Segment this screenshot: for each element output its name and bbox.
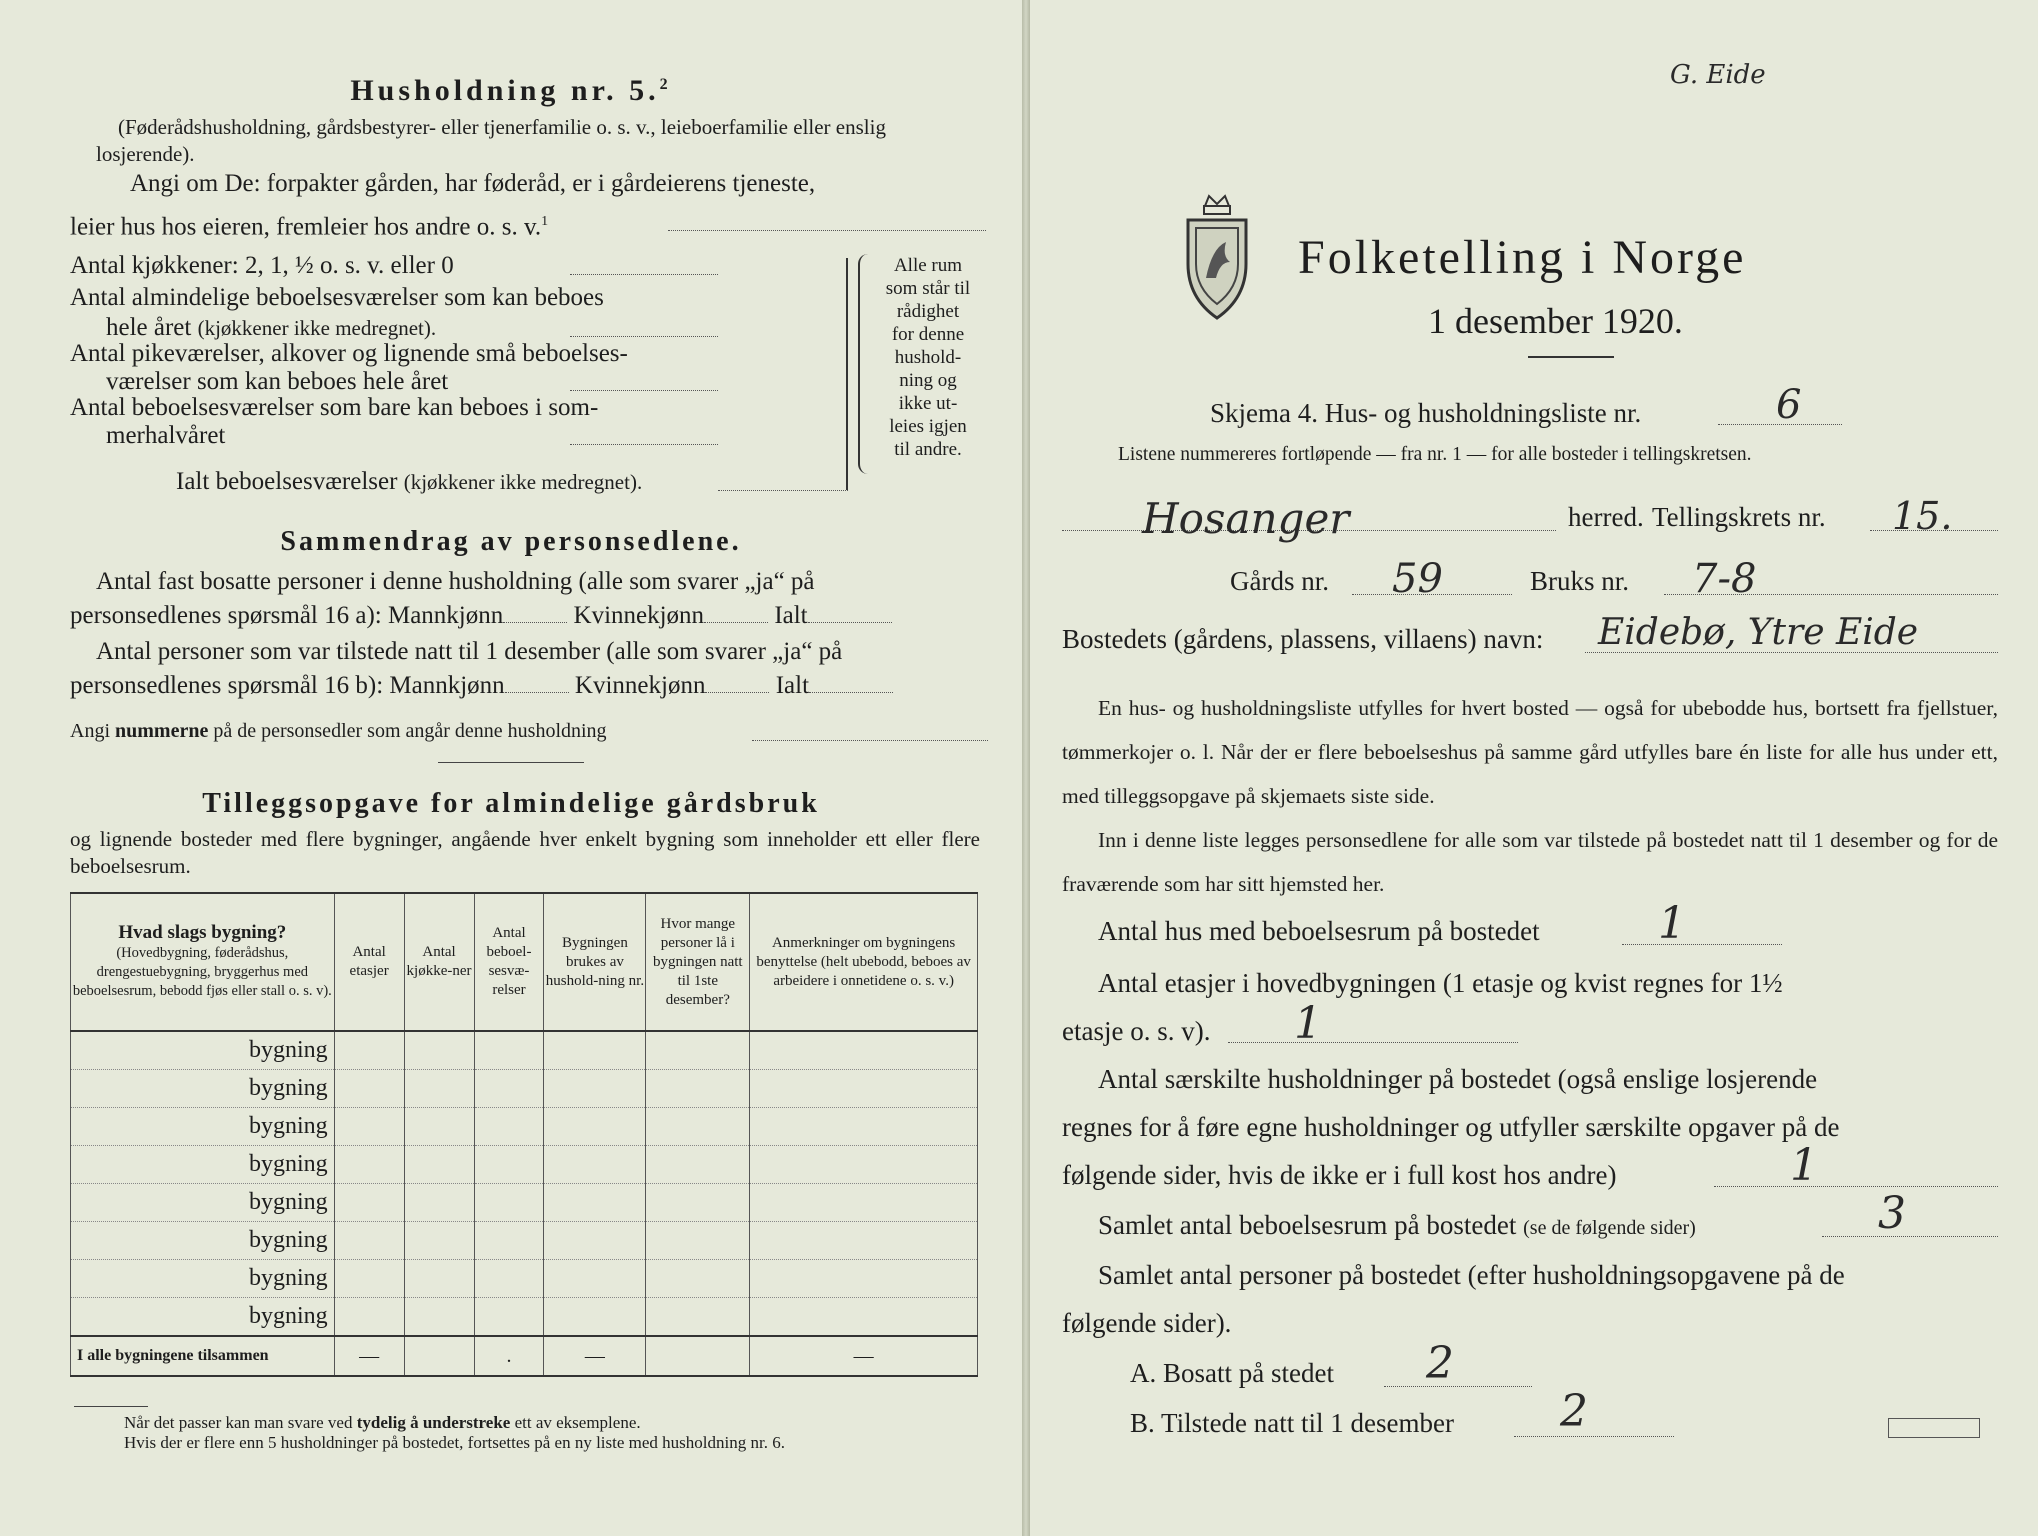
col-rooms: Antal beboel-sesvæ-relser bbox=[474, 893, 544, 1031]
resident-label: A. Bosatt på stedet bbox=[1130, 1358, 1334, 1388]
krets-value: 15. bbox=[1892, 494, 1953, 538]
rooms-total-label: Samlet antal beboelsesrum på bostedet (se de følgende sider) bbox=[1098, 1210, 1696, 1240]
summary-b-line-1: Antal personer som var tilstede natt til 1 desember (alle som svarer „ja“ på bbox=[96, 638, 843, 665]
gard-value: 59 bbox=[1392, 556, 1443, 602]
listene-note: Listene nummereres fortløpende — fra nr. 1 — for alle bosteder i tellingskretsen. bbox=[1118, 444, 1752, 465]
household-title: Husholdning nr. 5.$^2$ bbox=[350, 74, 672, 107]
side-divider bbox=[846, 258, 848, 490]
footnote-rule bbox=[74, 1406, 148, 1407]
footnote-1: Når det passer kan man svare ved tydelig å understreke ett av eksemplene. bbox=[124, 1413, 641, 1432]
building-table bbox=[70, 892, 978, 1377]
summer-rooms-label-2: merhalvåret bbox=[106, 422, 226, 449]
households-field[interactable] bbox=[1714, 1186, 1998, 1187]
persons-label-2: følgende sider). bbox=[1062, 1308, 1232, 1338]
bosted-label: Bostedets (gårdens, plassens, villaens) navn: bbox=[1062, 624, 1544, 654]
table-row: bygning bbox=[71, 1184, 978, 1222]
coat-of-arms-icon bbox=[1178, 188, 1256, 328]
persons-label-1: Samlet antal personer på bostedet (efter husholdningsopgavene på de bbox=[1098, 1260, 1845, 1290]
col-remarks: Anmerkninger om bygningens benyttelse (helt ubebodd, beboes av arbeidere i onnetidene o. s. v.) bbox=[750, 893, 978, 1031]
col-floors: Antal etasjer bbox=[334, 893, 404, 1031]
skjema-label: Skjema 4. Hus- og husholdningsliste nr. bbox=[1210, 398, 1642, 428]
households-value: 1 bbox=[1790, 1140, 1818, 1191]
present-field[interactable] bbox=[1514, 1436, 1674, 1437]
households-label-1: Antal særskilte husholdninger på bostedet (også enslige losjerende bbox=[1098, 1064, 1818, 1094]
printer-stamp bbox=[1888, 1418, 1980, 1438]
houses-value: 1 bbox=[1658, 898, 1686, 949]
present-label: B. Tilstede natt til 1 desember bbox=[1130, 1408, 1454, 1438]
nummerne-field[interactable] bbox=[752, 740, 988, 741]
right-page bbox=[1030, 0, 2038, 1536]
table-row: bygning bbox=[71, 1031, 978, 1070]
kitchens-field[interactable] bbox=[570, 274, 718, 275]
table-row: bygning bbox=[71, 1108, 978, 1146]
skjema-value: 6 bbox=[1776, 382, 1802, 428]
book-spine bbox=[1022, 0, 1030, 1536]
households-label-3: følgende sider, hvis de ikke er i full kost hos andre) bbox=[1062, 1160, 1617, 1190]
ordinary-rooms-label-2: hele året (kjøkkener ikke medregnet). bbox=[106, 314, 437, 341]
maid-rooms-label-2: værelser som kan beboes hele året bbox=[106, 368, 449, 395]
summary-b-line-2: personsedlenes spørsmål 16 b): Mannkjønn Kvinnekjønn Ialt bbox=[70, 670, 990, 702]
total-rooms-label: Ialt beboelsesværelser (kjøkkener ikke medregnet). bbox=[176, 468, 643, 495]
houses-label: Antal hus med beboelsesrum på bostedet bbox=[1098, 916, 1540, 946]
col-building-type: Hvad slags bygning? (Hovedbygning, føderådshus, drengestuebygning, bryggerhus med beboelsesrum, bebodd fjøs eller stall o. s. v). bbox=[71, 893, 335, 1031]
bruk-label: Bruks nr. bbox=[1530, 566, 1630, 596]
ordinary-rooms-field[interactable] bbox=[570, 336, 718, 337]
maid-rooms-field[interactable] bbox=[570, 390, 718, 391]
title-rule bbox=[1528, 356, 1614, 358]
houses-field[interactable] bbox=[1622, 944, 1782, 945]
col-persons: Hvor mange personer lå i bygningen natt til 1ste desember? bbox=[646, 893, 750, 1031]
summer-rooms-field[interactable] bbox=[570, 444, 718, 445]
households-label-2: regnes for å føre egne husholdninger og utfyller særskilte opgaver på de bbox=[1062, 1112, 1840, 1142]
krets-label: Tellingskrets nr. bbox=[1652, 502, 1826, 532]
side-note: Alle rum som står til rådighet for denne hushold- ning og ikke ut- leies igjen til andre. bbox=[885, 255, 971, 460]
table-row: bygning bbox=[71, 1070, 978, 1108]
angi-nummerne: Angi nummerne på de personsedler som angår denne husholdning bbox=[70, 720, 607, 742]
supplement-title: Tilleggsopgave for almindelige gårdsbruk bbox=[202, 788, 820, 819]
supplement-text: og lignende bosteder med flere bygninger, angående hver enkelt bygning som inneholder ett eller flere beboelsesrum. bbox=[70, 827, 980, 878]
floors-label-2: etasje o. s. v). bbox=[1062, 1016, 1211, 1046]
rooms-total-value: 3 bbox=[1878, 1188, 1906, 1239]
angi-line-1: Angi om De: forpakter gården, har føderåd, er i gårdeierens tjeneste, bbox=[130, 170, 816, 197]
table-row: bygning bbox=[71, 1260, 978, 1298]
section-rule bbox=[438, 762, 584, 763]
census-title: Folketelling i Norge bbox=[1298, 231, 1747, 284]
resident-value: 2 bbox=[1426, 1338, 1454, 1389]
summary-a-line-1: Antal fast bosatte personer i denne husholdning (alle som svarer „ja“ på bbox=[96, 568, 815, 595]
corner-note: G. Eide bbox=[1670, 60, 1766, 90]
gard-label: Gårds nr. bbox=[1230, 566, 1329, 596]
summer-rooms-label-1: Antal beboelsesværelser som bare kan beboes i som- bbox=[70, 394, 599, 421]
summary-title: Sammendrag av personsedlene. bbox=[280, 526, 742, 557]
bruk-value: 7-8 bbox=[1692, 556, 1757, 602]
floors-label-1: Antal etasjer i hovedbygningen (1 etasje og kvist regnes for 1½ bbox=[1098, 968, 1783, 998]
ordinary-rooms-label-1: Antal almindelige beboelsesværelser som kan beboes bbox=[70, 284, 604, 311]
bosted-value: Eidebø, Ytre Eide bbox=[1598, 612, 1919, 653]
floors-field[interactable] bbox=[1228, 1042, 1518, 1043]
table-row: bygning bbox=[71, 1298, 978, 1337]
rooms-total-field[interactable] bbox=[1822, 1236, 1998, 1237]
angi-field[interactable] bbox=[668, 230, 986, 231]
col-kitchens: Antal kjøkke-ner bbox=[404, 893, 474, 1031]
col-used-by: Bygningen brukes av hushold-ning nr. bbox=[544, 893, 646, 1031]
kitchens-label: Antal kjøkkener: 2, 1, ½ o. s. v. eller 0 bbox=[70, 252, 454, 279]
table-row: bygning bbox=[71, 1222, 978, 1260]
table-row: bygning bbox=[71, 1146, 978, 1184]
footnote-2: Hvis der er flere enn 5 husholdninger på bostedet, fortsettes på en ny liste med husholdning nr. 6. bbox=[124, 1433, 785, 1452]
angi-line-2: leier hus hos eieren, fremleier hos andre o. s. v.$^1$ bbox=[70, 213, 549, 241]
resident-field[interactable] bbox=[1384, 1386, 1532, 1387]
herred-value: Hosanger bbox=[1142, 494, 1350, 543]
floors-value: 1 bbox=[1294, 998, 1322, 1049]
herred-label: herred. bbox=[1568, 502, 1644, 532]
instructions-2: Inn i denne liste legges personsedlene for alle som var tilstede på bostedet natt til 1 desember og for de fraværende som har sitt hjemsted her. bbox=[1062, 828, 1998, 896]
census-date: 1 desember 1920. bbox=[1428, 301, 1683, 341]
table-sum-row: I alle bygningene tilsammen — . — — bbox=[71, 1336, 978, 1376]
total-rooms-field[interactable] bbox=[718, 490, 848, 491]
instructions-1: En hus- og husholdningsliste utfylles for hvert bosted — også for ubebodde hus, bortsett fra fjellstuer, tømmerkojer o. l. Når der er flere beboelseshus på samme gård utfylles bare én liste for alle hus under ett, med tilleggsopgave på skjemaets siste side. bbox=[1062, 696, 1998, 808]
present-value: 2 bbox=[1560, 1386, 1588, 1437]
household-intro: (Føderådshusholdning, gårdsbestyrer- eller tjenerfamilie o. s. v., leieboerfamilie eller enslig losjerende). bbox=[96, 115, 886, 166]
maid-rooms-label-1: Antal pikeværelser, alkover og lignende små beboelses- bbox=[70, 340, 628, 367]
summary-a-line-2: personsedlenes spørsmål 16 a): Mannkjønn Kvinnekjønn Ialt bbox=[70, 600, 990, 632]
